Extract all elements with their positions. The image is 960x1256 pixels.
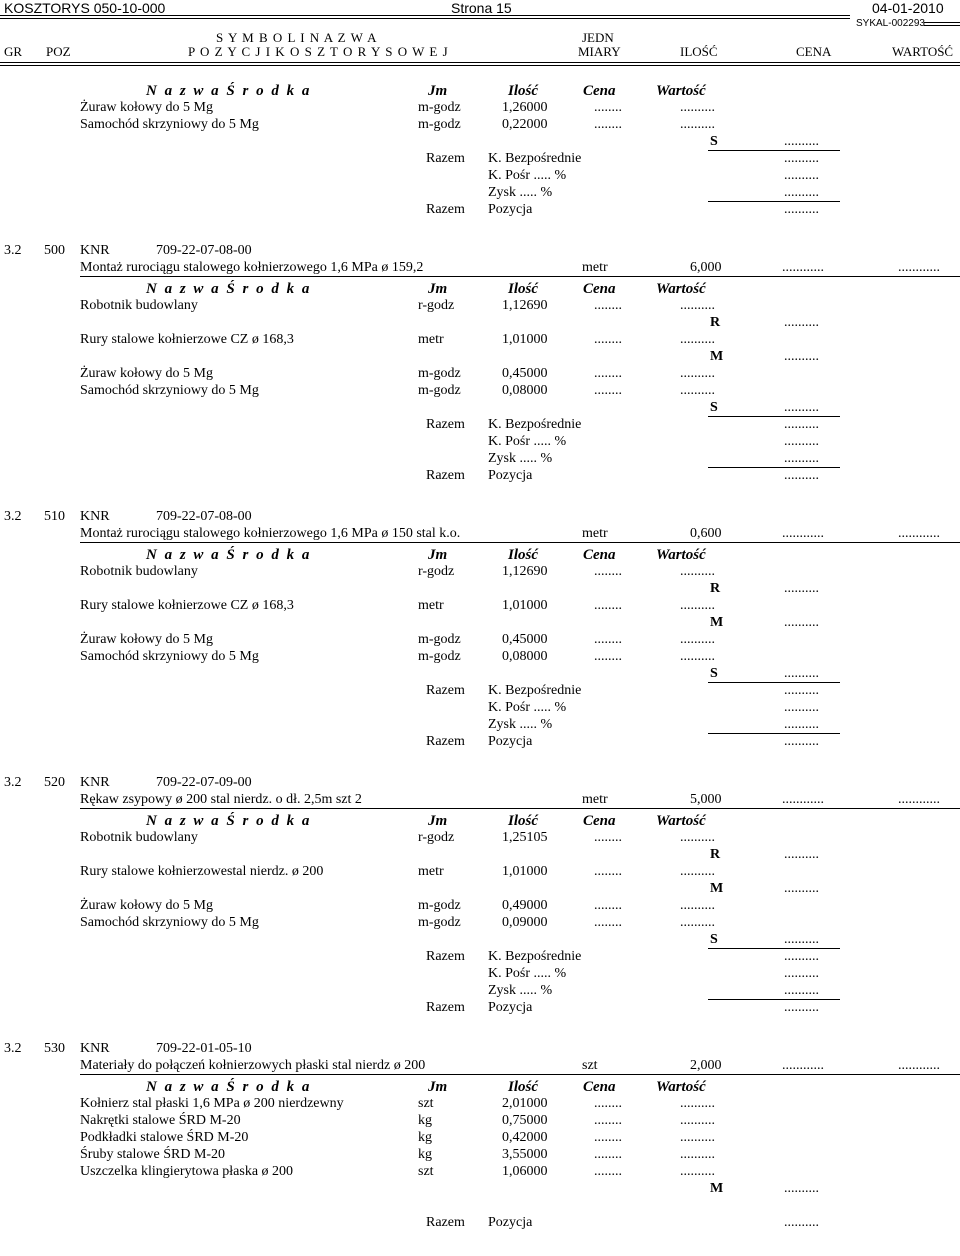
- summary-direct-costs: K. Bezpośrednie: [488, 949, 582, 964]
- resource-unit: metr: [418, 864, 444, 879]
- col-header-symbol: S Y M B O L I N A Z W A: [216, 30, 378, 45]
- resource-unit: m-godz: [418, 915, 461, 930]
- summary-profit: Zysk ..... %: [488, 717, 553, 732]
- resource-price-dots: ........: [594, 898, 622, 913]
- resource-header-cena: Cena: [583, 1079, 616, 1095]
- position-number: 510: [44, 509, 65, 524]
- subtotal-m-dots: ..........: [784, 615, 819, 630]
- position-description-underline: [80, 1074, 960, 1075]
- resource-name: Samochód skrzyniowy do 5 Mg: [80, 649, 259, 664]
- resource-price-dots: ........: [594, 383, 622, 398]
- summary-profit-underline: [708, 201, 840, 202]
- subtotal-s-label: S: [710, 134, 718, 149]
- resource-name: Podkładki stalowe ŚRD M-20: [80, 1130, 249, 1145]
- position-amount: 6,000: [690, 260, 722, 275]
- resource-quantity: 0,08000: [502, 649, 548, 664]
- header-line-bottom: [0, 62, 960, 63]
- resource-header-wartosc: Wartość: [656, 547, 706, 563]
- document-id: KOSZTORYS 050-10-000: [4, 0, 166, 16]
- resource-unit: kg: [418, 1147, 432, 1162]
- resource-header-wartosc: Wartość: [656, 813, 706, 829]
- resource-unit: m-godz: [418, 632, 461, 647]
- resource-name: Samochód skrzyniowy do 5 Mg: [80, 915, 259, 930]
- resource-price-dots: ........: [594, 632, 622, 647]
- position-description: Materiały do połączeń kołnierzowych płaski stal nierdz ø 200: [80, 1058, 426, 1073]
- col-header-ilosc: ILOŚĆ: [680, 44, 718, 59]
- resource-price-dots: ........: [594, 298, 622, 313]
- resource-unit: m-godz: [418, 100, 461, 115]
- resource-header-wartosc: Wartość: [656, 83, 706, 99]
- position-unit: metr: [582, 792, 608, 807]
- position-price-dots: ............: [782, 792, 824, 807]
- subtotal-r-label: R: [710, 581, 721, 596]
- position-amount: 2,000: [690, 1058, 722, 1073]
- position-code: 709-22-07-09-00: [156, 775, 252, 790]
- resource-value-dots: ..........: [680, 1113, 715, 1128]
- position-price-dots: ............: [782, 260, 824, 275]
- summary-razem-label: Razem: [426, 683, 465, 698]
- summary-position: Pozycja: [488, 734, 533, 749]
- resource-header-ilosc: Ilość: [508, 813, 538, 829]
- summary-direct-dots: ..........: [784, 417, 819, 432]
- resource-name: Uszczelka klingierytowa płaska ø 200: [80, 1164, 294, 1179]
- subtotal-m-dots: ..........: [784, 881, 819, 896]
- resource-header-jm: Jm: [428, 813, 448, 829]
- summary-razem-label: Razem: [426, 151, 465, 166]
- subtotal-m-dots: ..........: [784, 349, 819, 364]
- resource-price-dots: ........: [594, 1164, 622, 1179]
- resource-unit: metr: [418, 332, 444, 347]
- resource-quantity: 1,25105: [502, 830, 548, 845]
- subtotal-s-underline: [708, 948, 840, 949]
- position-amount: 0,600: [690, 526, 722, 541]
- resource-name: Kołnierz stal płaski 1,6 MPa ø 200 nierdzewny: [80, 1096, 344, 1111]
- resource-quantity: 1,12690: [502, 298, 548, 313]
- resource-header-name: N a z w a Ś r o d k a: [146, 813, 312, 829]
- position-code: 709-22-01-05-10: [156, 1041, 252, 1056]
- resource-header-name: N a z w a Ś r o d k a: [146, 281, 312, 297]
- summary-direct-costs: K. Bezpośrednie: [488, 417, 582, 432]
- resource-value-dots: ..........: [680, 632, 715, 647]
- position-description-underline: [80, 276, 960, 277]
- resource-header-name: N a z w a Ś r o d k a: [146, 1079, 312, 1095]
- resource-value-dots: ..........: [680, 1164, 715, 1179]
- document-date: 04-01-2010: [872, 0, 944, 16]
- resource-price-dots: ........: [594, 1113, 622, 1128]
- resource-value-dots: ..........: [680, 915, 715, 930]
- resource-header-ilosc: Ilość: [508, 547, 538, 563]
- col-header-pozycji: P O Z Y C J I K O S Z T O R Y S O W E J: [188, 44, 449, 59]
- resource-name: Żuraw kołowy do 5 Mg: [80, 898, 213, 913]
- position-code: 709-22-07-08-00: [156, 243, 252, 258]
- header-line-right2: [924, 25, 960, 26]
- resource-price-dots: ........: [594, 332, 622, 347]
- resource-price-dots: ........: [594, 1130, 622, 1145]
- resource-value-dots: ..........: [680, 649, 715, 664]
- resource-price-dots: ........: [594, 1096, 622, 1111]
- summary-profit: Zysk ..... %: [488, 983, 553, 998]
- resource-price-dots: ........: [594, 830, 622, 845]
- position-number: 520: [44, 775, 65, 790]
- resource-header-ilosc: Ilość: [508, 1079, 538, 1095]
- position-value-dots: ............: [898, 792, 940, 807]
- resource-unit: r-godz: [418, 564, 455, 579]
- summary-profit-dots: ..........: [784, 185, 819, 200]
- summary-position-dots: ..........: [784, 468, 819, 483]
- summary-direct-dots: ..........: [784, 949, 819, 964]
- resource-unit: m-godz: [418, 117, 461, 132]
- position-source: KNR: [80, 243, 110, 258]
- position-source: KNR: [80, 509, 110, 524]
- summary-position-dots: ..........: [784, 1215, 819, 1230]
- subtotal-s-dots: ..........: [784, 666, 819, 681]
- subtotal-m-label: M: [710, 615, 724, 630]
- resource-quantity: 0,42000: [502, 1130, 548, 1145]
- resource-unit: m-godz: [418, 649, 461, 664]
- resource-unit: metr: [418, 598, 444, 613]
- subtotal-m-label: M: [710, 1181, 724, 1196]
- summary-direct-costs: K. Bezpośrednie: [488, 683, 582, 698]
- resource-unit: m-godz: [418, 383, 461, 398]
- summary-razem-label: Razem: [426, 202, 465, 217]
- resource-unit: kg: [418, 1113, 432, 1128]
- resource-price-dots: ........: [594, 1147, 622, 1162]
- position-source: KNR: [80, 1041, 110, 1056]
- summary-indirect-costs: K. Pośr ..... %: [488, 966, 567, 981]
- resource-value-dots: ..........: [680, 383, 715, 398]
- resource-price-dots: ........: [594, 366, 622, 381]
- resource-name: Żuraw kołowy do 5 Mg: [80, 100, 213, 115]
- position-code: 709-22-07-08-00: [156, 509, 252, 524]
- summary-razem-label: Razem: [426, 1000, 465, 1015]
- resource-header-cena: Cena: [583, 83, 616, 99]
- resource-header-ilosc: Ilość: [508, 83, 538, 99]
- resource-name: Samochód skrzyniowy do 5 Mg: [80, 117, 259, 132]
- col-header-cena: CENA: [796, 44, 832, 59]
- col-header-gr: GR: [4, 44, 23, 59]
- summary-razem-label: Razem: [426, 468, 465, 483]
- summary-position-dots: ..........: [784, 202, 819, 217]
- col-header-wartosc: WARTOŚĆ: [892, 44, 954, 59]
- resource-value-dots: ..........: [680, 298, 715, 313]
- subtotal-s-underline: [708, 150, 840, 151]
- subtotal-r-dots: ..........: [784, 315, 819, 330]
- subtotal-s-label: S: [710, 400, 718, 415]
- summary-position-dots: ..........: [784, 734, 819, 749]
- position-description-underline: [80, 808, 960, 809]
- resource-value-dots: ..........: [680, 1147, 715, 1162]
- resource-header-jm: Jm: [428, 1079, 448, 1095]
- position-number: 500: [44, 243, 65, 258]
- position-price-dots: ............: [782, 1058, 824, 1073]
- resource-value-dots: ..........: [680, 100, 715, 115]
- summary-indirect-dots: ..........: [784, 700, 819, 715]
- resource-name: Robotnik budowlany: [80, 564, 198, 579]
- resource-quantity: 1,01000: [502, 598, 548, 613]
- subtotal-m-label: M: [710, 881, 724, 896]
- resource-value-dots: ..........: [680, 864, 715, 879]
- summary-indirect-dots: ..........: [784, 434, 819, 449]
- resource-name: Żuraw kołowy do 5 Mg: [80, 366, 213, 381]
- resource-value-dots: ..........: [680, 598, 715, 613]
- resource-unit: kg: [418, 1130, 432, 1145]
- summary-profit-underline: [708, 733, 840, 734]
- resource-value-dots: ..........: [680, 564, 715, 579]
- summary-direct-dots: ..........: [784, 683, 819, 698]
- summary-razem-label: Razem: [426, 1215, 465, 1230]
- resource-unit: r-godz: [418, 830, 455, 845]
- header-line-top2: [0, 18, 850, 19]
- col-header-miary: MIARY: [578, 44, 621, 59]
- resource-quantity: 2,01000: [502, 1096, 548, 1111]
- resource-name: Rury stalowe kołnierzowe CZ ø 168,3: [80, 598, 294, 613]
- resource-name: Robotnik budowlany: [80, 298, 198, 313]
- subtotal-s-label: S: [710, 666, 718, 681]
- position-description: Rękaw zsypowy ø 200 stal nierdz. o dł. 2,5m szt 2: [80, 792, 362, 807]
- resource-value-dots: ..........: [680, 1096, 715, 1111]
- resource-quantity: 0,09000: [502, 915, 548, 930]
- subtotal-r-dots: ..........: [784, 581, 819, 596]
- summary-indirect-costs: K. Pośr ..... %: [488, 700, 567, 715]
- header-line-right: [924, 22, 960, 23]
- subtotal-r-dots: ..........: [784, 847, 819, 862]
- resource-header-jm: Jm: [428, 547, 448, 563]
- position-value-dots: ............: [898, 1058, 940, 1073]
- resource-header-ilosc: Ilość: [508, 281, 538, 297]
- position-amount: 5,000: [690, 792, 722, 807]
- resource-price-dots: ........: [594, 915, 622, 930]
- position-group: 3.2: [4, 509, 22, 524]
- summary-indirect-costs: K. Pośr ..... %: [488, 434, 567, 449]
- resource-header-name: N a z w a Ś r o d k a: [146, 547, 312, 563]
- header-line-bottom2: [0, 65, 960, 66]
- summary-indirect-dots: ..........: [784, 966, 819, 981]
- position-group: 3.2: [4, 1041, 22, 1056]
- resource-name: Żuraw kołowy do 5 Mg: [80, 632, 213, 647]
- resource-value-dots: ..........: [680, 332, 715, 347]
- subtotal-r-label: R: [710, 847, 721, 862]
- resource-header-cena: Cena: [583, 813, 616, 829]
- resource-quantity: 1,01000: [502, 864, 548, 879]
- position-number: 530: [44, 1041, 65, 1056]
- page-number: Strona 15: [451, 0, 512, 16]
- col-header-poz: POZ: [46, 44, 71, 59]
- resource-header-cena: Cena: [583, 281, 616, 297]
- resource-value-dots: ..........: [680, 1130, 715, 1145]
- resource-name: Rury stalowe kołnierzowe CZ ø 168,3: [80, 332, 294, 347]
- summary-profit-dots: ..........: [784, 717, 819, 732]
- resource-quantity: 1,26000: [502, 100, 548, 115]
- resource-value-dots: ..........: [680, 366, 715, 381]
- resource-name: Robotnik budowlany: [80, 830, 198, 845]
- position-price-dots: ............: [782, 526, 824, 541]
- position-value-dots: ............: [898, 526, 940, 541]
- header-line-top: [0, 15, 850, 16]
- resource-value-dots: ..........: [680, 117, 715, 132]
- subtotal-s-dots: ..........: [784, 932, 819, 947]
- position-value-dots: ............: [898, 260, 940, 275]
- subtotal-s-dots: ..........: [784, 400, 819, 415]
- position-description: Montaż rurociągu stalowego kołnierzowego 1,6 MPa ø 150 stal k.o.: [80, 526, 461, 541]
- position-unit: metr: [582, 260, 608, 275]
- resource-quantity: 0,22000: [502, 117, 548, 132]
- resource-header-jm: Jm: [428, 281, 448, 297]
- summary-razem-label: Razem: [426, 734, 465, 749]
- resource-name: Śruby stalowe ŚRD M-20: [80, 1147, 226, 1162]
- subtotal-s-dots: ..........: [784, 134, 819, 149]
- resource-quantity: 0,08000: [502, 383, 548, 398]
- summary-position-dots: ..........: [784, 1000, 819, 1015]
- position-description: Montaż rurociągu stalowego kołnierzowego 1,6 MPa ø 159,2: [80, 260, 424, 275]
- subtotal-s-label: S: [710, 932, 718, 947]
- summary-direct-costs: K. Bezpośrednie: [488, 151, 582, 166]
- subtotal-s-underline: [708, 416, 840, 417]
- summary-profit-underline: [708, 467, 840, 468]
- resource-price-dots: ........: [594, 649, 622, 664]
- sykal-code: SYKAL-002293: [856, 18, 925, 29]
- resource-price-dots: ........: [594, 117, 622, 132]
- resource-quantity: 1,06000: [502, 1164, 548, 1179]
- position-description-underline: [80, 542, 960, 543]
- resource-header-name: N a z w a Ś r o d k a: [146, 83, 312, 99]
- summary-position: Pozycja: [488, 468, 533, 483]
- position-group: 3.2: [4, 775, 22, 790]
- summary-profit: Zysk ..... %: [488, 451, 553, 466]
- summary-direct-dots: ..........: [784, 151, 819, 166]
- resource-header-cena: Cena: [583, 547, 616, 563]
- resource-header-jm: Jm: [428, 83, 448, 99]
- resource-quantity: 1,12690: [502, 564, 548, 579]
- resource-price-dots: ........: [594, 864, 622, 879]
- resource-unit: szt: [418, 1164, 434, 1179]
- resource-unit: szt: [418, 1096, 434, 1111]
- resource-price-dots: ........: [594, 598, 622, 613]
- resource-value-dots: ..........: [680, 830, 715, 845]
- summary-position: Pozycja: [488, 1000, 533, 1015]
- resource-quantity: 0,45000: [502, 632, 548, 647]
- position-unit: szt: [582, 1058, 598, 1073]
- subtotal-m-dots: ..........: [784, 1181, 819, 1196]
- position-group: 3.2: [4, 243, 22, 258]
- resource-header-wartosc: Wartość: [656, 281, 706, 297]
- summary-profit-dots: ..........: [784, 983, 819, 998]
- summary-position: Pozycja: [488, 202, 533, 217]
- resource-unit: m-godz: [418, 366, 461, 381]
- summary-razem-label: Razem: [426, 417, 465, 432]
- resource-name: Rury stalowe kołnierzowestal nierdz. ø 200: [80, 864, 324, 879]
- resource-unit: m-godz: [418, 898, 461, 913]
- resource-quantity: 0,45000: [502, 366, 548, 381]
- summary-position: Pozycja: [488, 1215, 533, 1230]
- resource-name: Nakrętki stalowe ŚRD M-20: [80, 1113, 241, 1128]
- summary-profit: Zysk ..... %: [488, 185, 553, 200]
- subtotal-m-label: M: [710, 349, 724, 364]
- resource-value-dots: ..........: [680, 898, 715, 913]
- col-header-jedn: JEDN: [582, 30, 614, 45]
- summary-razem-label: Razem: [426, 949, 465, 964]
- summary-profit-underline: [708, 999, 840, 1000]
- summary-profit-dots: ..........: [784, 451, 819, 466]
- position-source: KNR: [80, 775, 110, 790]
- resource-unit: r-godz: [418, 298, 455, 313]
- position-unit: metr: [582, 526, 608, 541]
- summary-indirect-costs: K. Pośr ..... %: [488, 168, 567, 183]
- resource-quantity: 3,55000: [502, 1147, 548, 1162]
- resource-header-wartosc: Wartość: [656, 1079, 706, 1095]
- summary-indirect-dots: ..........: [784, 168, 819, 183]
- resource-quantity: 0,49000: [502, 898, 548, 913]
- resource-quantity: 0,75000: [502, 1113, 548, 1128]
- resource-quantity: 1,01000: [502, 332, 548, 347]
- resource-name: Samochód skrzyniowy do 5 Mg: [80, 383, 259, 398]
- subtotal-r-label: R: [710, 315, 721, 330]
- resource-price-dots: ........: [594, 100, 622, 115]
- resource-price-dots: ........: [594, 564, 622, 579]
- subtotal-s-underline: [708, 682, 840, 683]
